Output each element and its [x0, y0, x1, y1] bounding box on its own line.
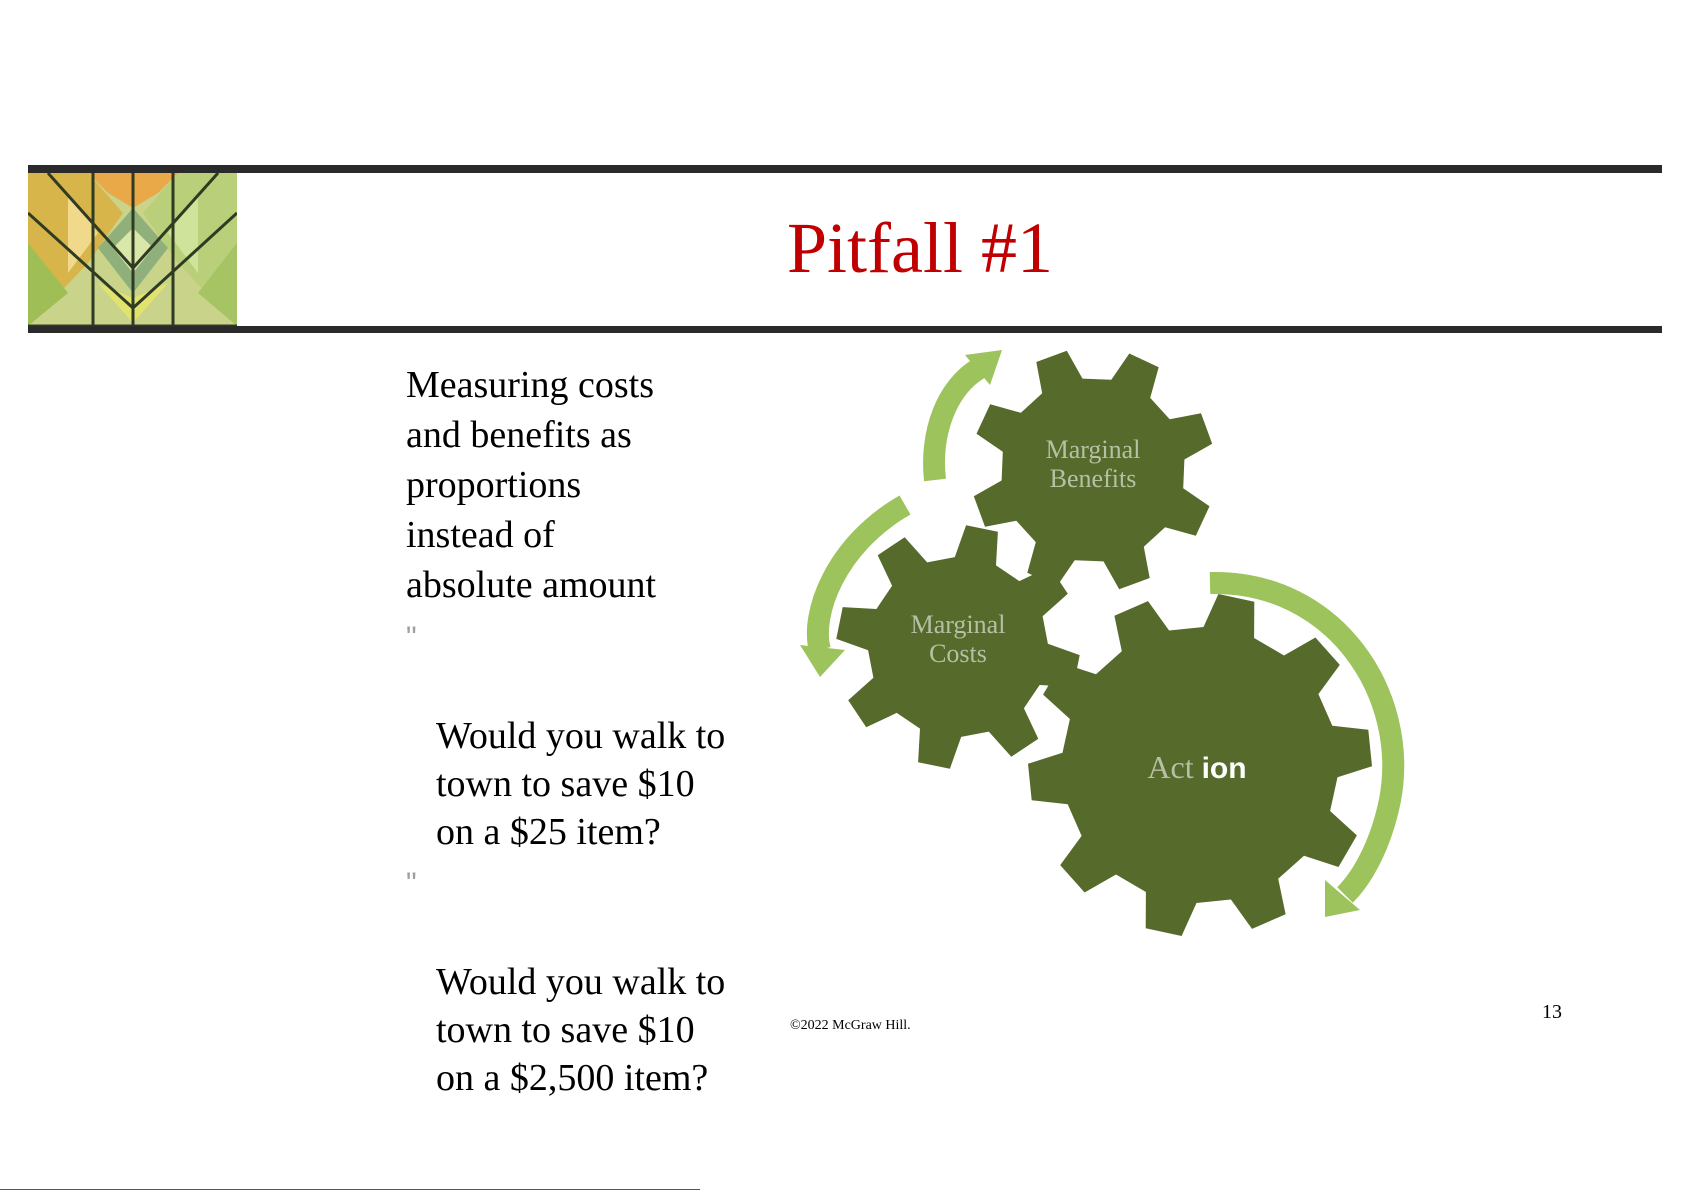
bullet-marker: "	[406, 867, 417, 900]
gear-benefits-label-line2: Benefits	[1049, 464, 1137, 493]
slide-title: Pitfall #1	[787, 208, 1053, 288]
bottom-edge-line	[0, 1189, 700, 1190]
gear-action-label-part2: ion	[1201, 752, 1247, 785]
bullet-marker: "	[406, 621, 417, 654]
bullet-item	[406, 616, 806, 856]
header-rule-top	[28, 165, 1662, 173]
gear-benefits-label-line1: Marginal	[1045, 435, 1141, 464]
stained-glass-decoration	[28, 173, 237, 326]
bullet-item	[406, 862, 806, 1102]
header-rule-bottom	[28, 326, 1662, 333]
curved-arrow-icon	[934, 365, 985, 480]
bullet-text: Would you walk to town to save $10 on a $25 item?	[436, 715, 726, 853]
gear-costs-label-line2: Costs	[929, 639, 987, 668]
gear-action-label-part1: Act	[1147, 749, 1194, 785]
gear-costs-label-line1: Marginal	[910, 610, 1006, 639]
page-number: 13	[1542, 1001, 1562, 1023]
bullet-text: Would you walk to town to save $10 on a $2,500 item?	[436, 961, 726, 1099]
gears-diagram	[790, 345, 1450, 945]
copyright-footer: ©2022 McGraw Hill.	[790, 1018, 911, 1033]
slide-body	[406, 360, 806, 1102]
intro-text: Measuring costs and benefits as proportions instead of absolute amount	[406, 364, 657, 606]
arrow-head-icon	[800, 645, 845, 677]
gear-action-icon	[1028, 594, 1372, 936]
